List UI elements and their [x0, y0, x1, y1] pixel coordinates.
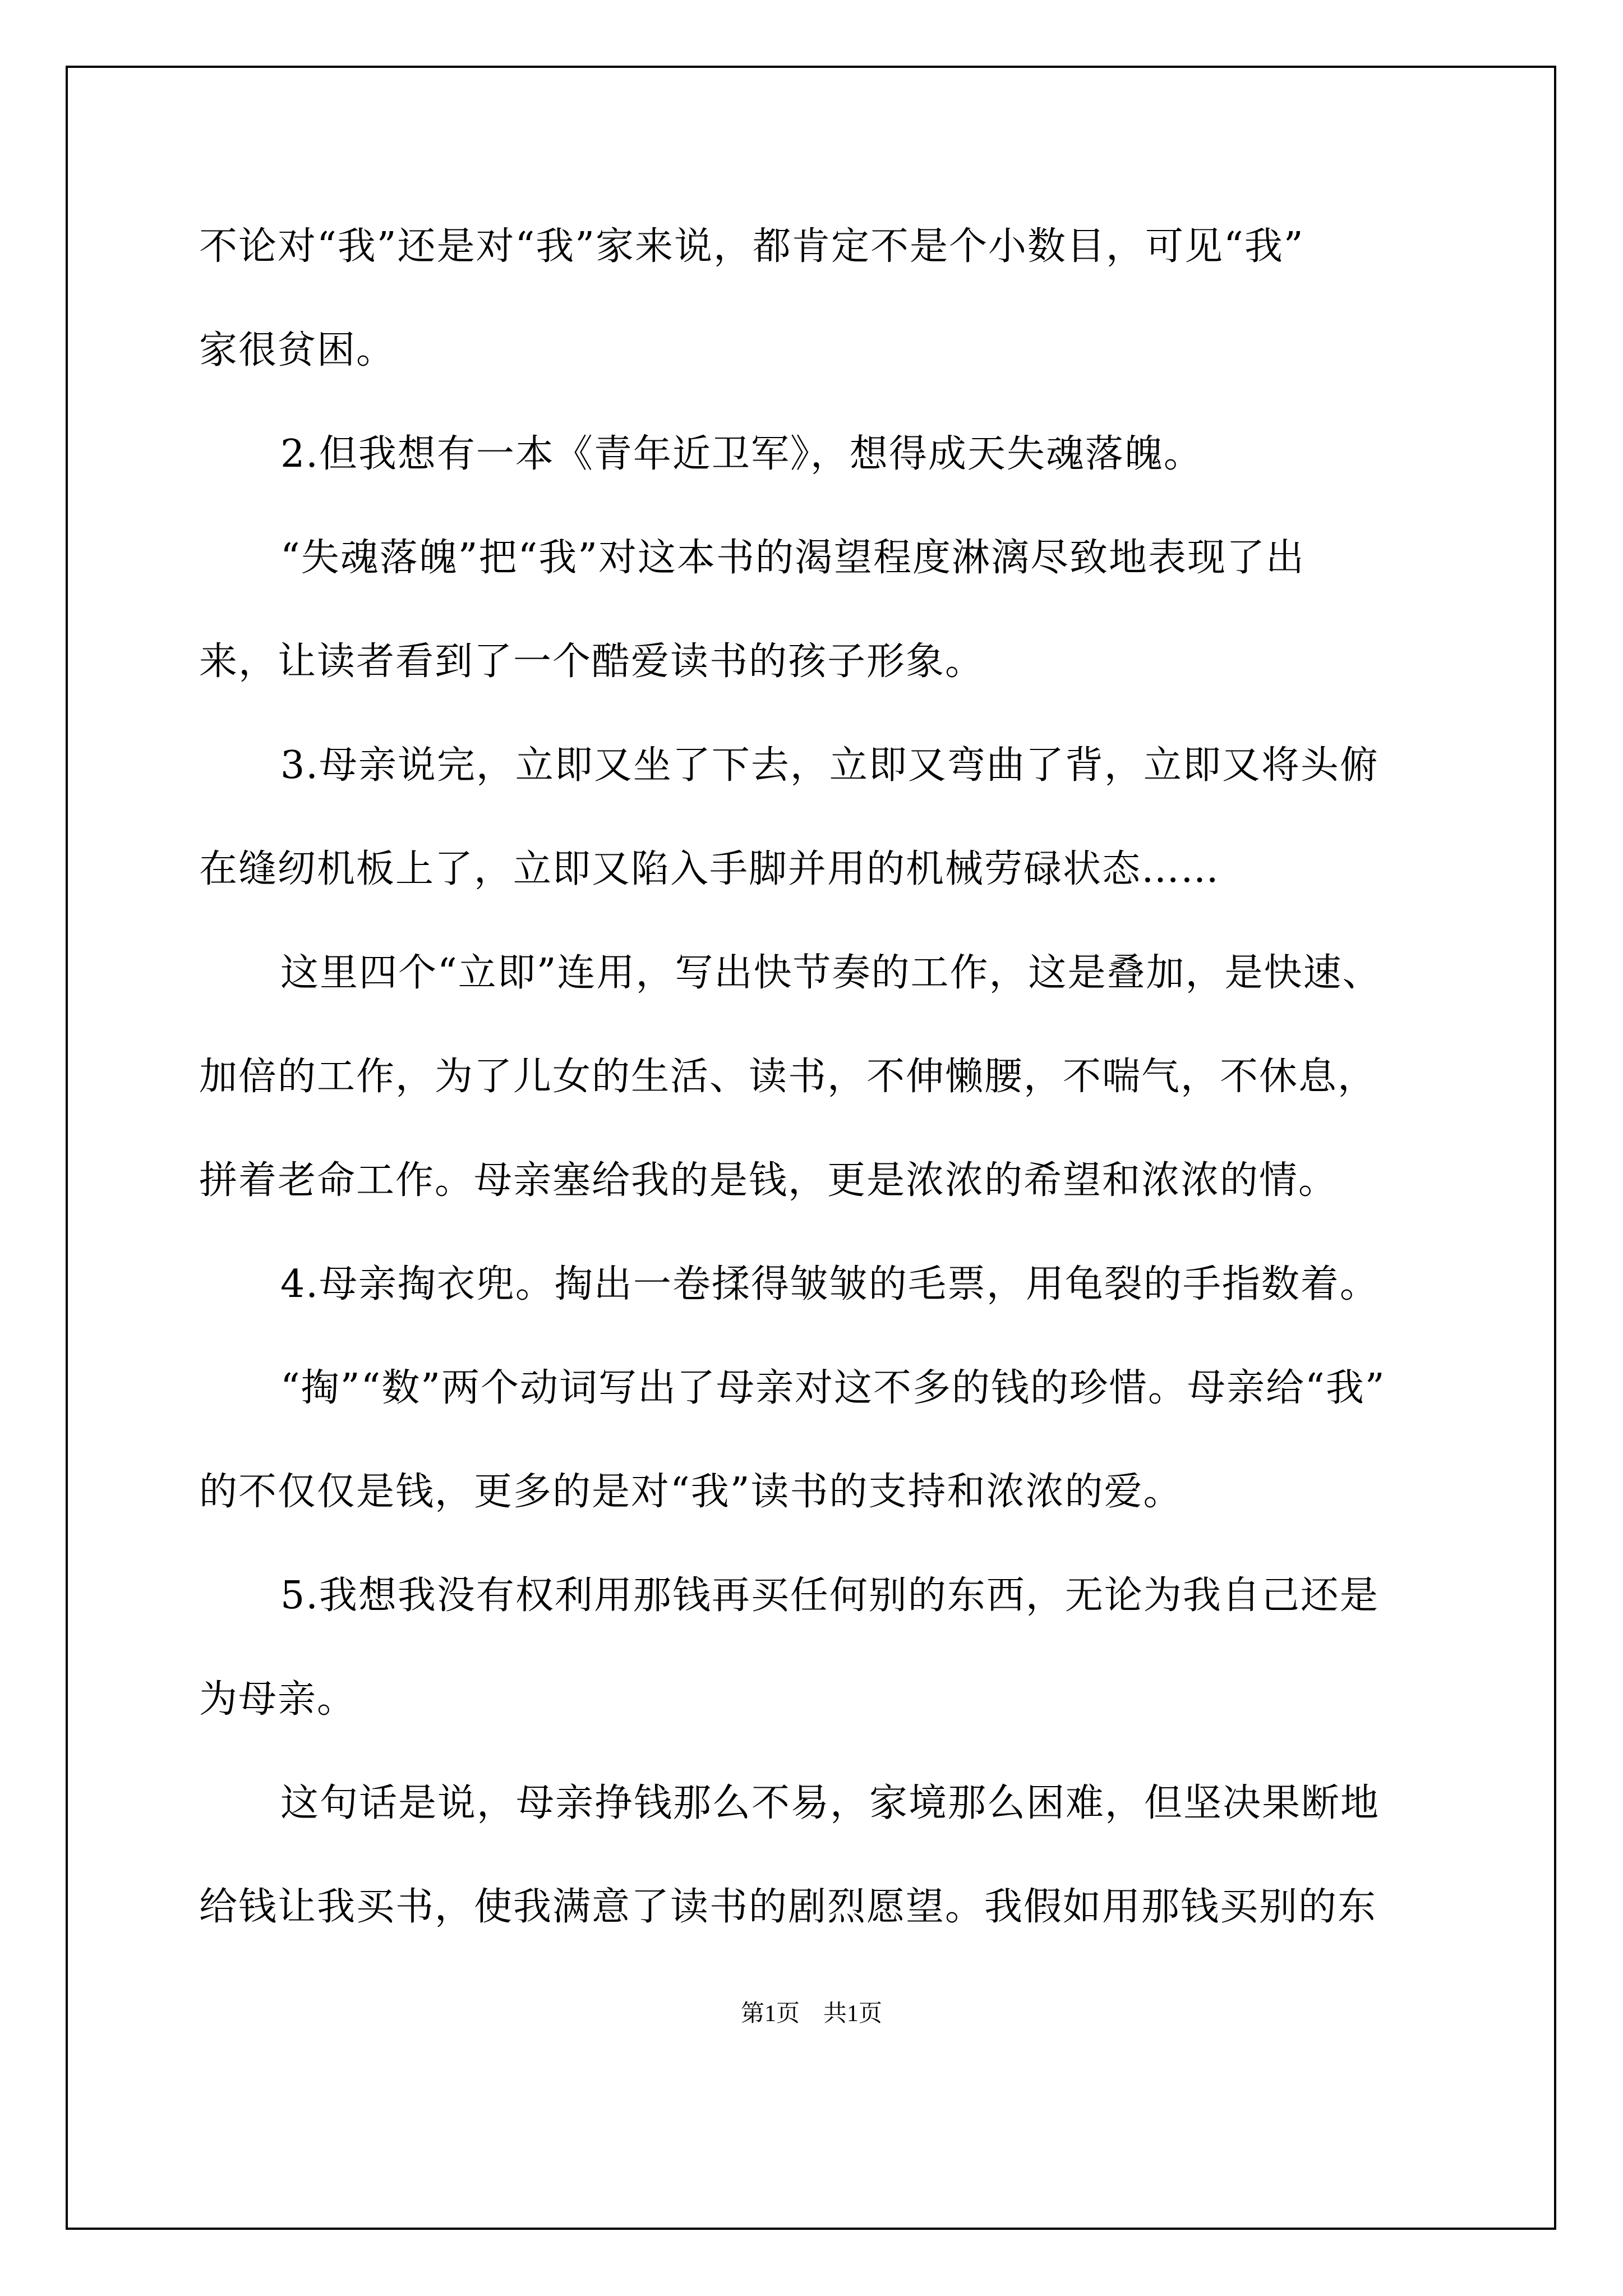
text-line: “掏”“数”两个动词写出了母亲对这不多的钱的珍惜。母亲给“我”	[280, 1366, 1386, 1410]
text-line: 来，让读者看到了一个酷爱读书的孩子形象。	[199, 639, 985, 684]
text-line: 5.我想我没有权利用那钱再买任何别的东西，无论为我自己还是	[280, 1573, 1379, 1618]
text-line: 加倍的工作，为了儿女的生活、读书，不伸懒腰，不喘气，不休息，	[199, 1055, 1377, 1099]
text-line: 3.母亲说完，立即又坐了下去，立即又弯曲了背，立即又将头俯	[280, 743, 1379, 788]
text-line: 这句话是说，母亲挣钱那么不易，家境那么困难，但坚决果断地	[280, 1781, 1380, 1825]
text-line: 给钱让我买书，使我满意了读书的剧烈愿望。我假如用那钱买别的东	[199, 1885, 1377, 1929]
text-line: 家很贫困。	[199, 328, 396, 372]
page-footer: 第1页 共1页	[740, 2001, 882, 2027]
text-line: 为母亲。	[199, 1677, 357, 1722]
text-line: 拼着老命工作。母亲塞给我的是钱，更是浓浓的希望和浓浓的情。	[199, 1158, 1338, 1203]
text-line: 的不仅仅是钱，更多的是对“我”读书的支持和浓浓的爱。	[199, 1470, 1183, 1514]
text-line: 4.母亲掏衣兜。掏出一卷揉得皱皱的毛票，用龟裂的手指数着。	[280, 1262, 1379, 1306]
text-line: 不论对“我”还是对“我”家来说，都肯定不是个小数目，可见“我”	[199, 224, 1304, 269]
text-line: 2.但我想有一本《青年近卫军》，想得成天失魂落魄。	[280, 432, 1203, 476]
text-line: 在缝纫机板上了，立即又陷入手脚并用的机械劳碌状态……	[199, 847, 1220, 891]
text-line: 这里四个“立即”连用，写出快节奏的工作，这是叠加，是快速、	[280, 951, 1382, 995]
text-line: “失魂落魄”把“我”对这本书的渴望程度淋漓尽致地表现了出	[280, 536, 1306, 580]
